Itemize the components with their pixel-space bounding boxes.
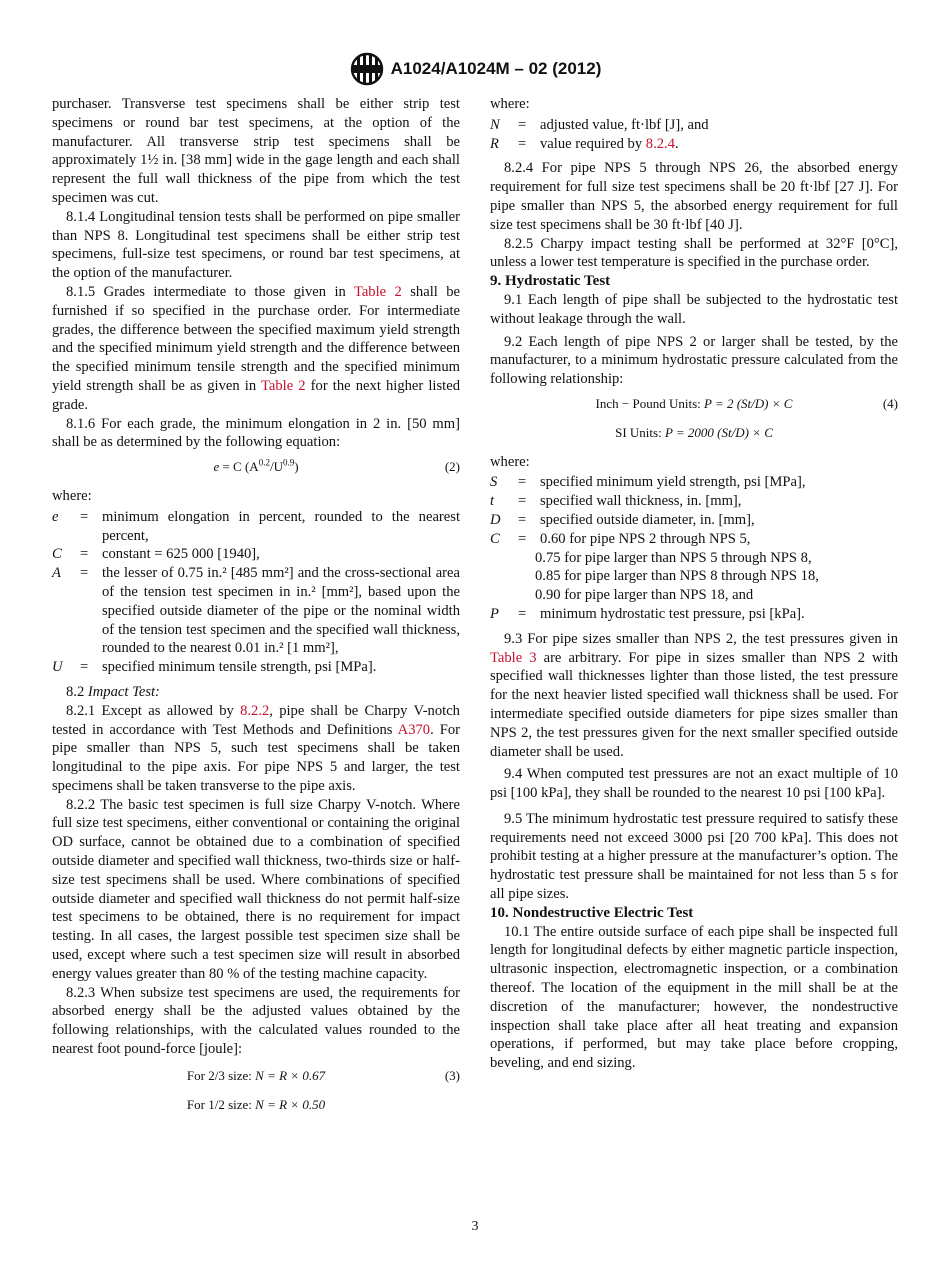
paragraph-9-4: 9.4 When computed test pressures are not an exact multiple of 10 psi [100 kPa], they shall be rounded to the nearest 10 psi [100 kPa]. xyxy=(490,766,898,802)
equation-3b: For 1/2 size: N = R × 0.50 xyxy=(186,1096,326,1112)
section-9-heading: 9. Hydrostatic Test xyxy=(490,273,611,290)
definition-continuation: 0.90 for pipe larger than NPS 18, and xyxy=(535,587,754,604)
section-8-2-4-link[interactable]: 8.2.4 xyxy=(645,135,675,152)
where-label: where: xyxy=(490,453,530,470)
paragraph-9-3: 9.3 For pipe sizes smaller than NPS 2, the test pressures given in Table 3 are arbitrary. For pipe in sizes smaller than NPS 2 with specified wall thicknesses lighter than those listed, the test pressure for the next heavier listed specified wall thickness shall be used. For intermediate specified outside diameters for pipe sizes smaller than NPS 2, the test pressures given for the next smaller specified outside diameter shall be used. xyxy=(490,630,898,760)
equation-4b: SI Units: P = 2000 (St/D) × C xyxy=(615,424,773,440)
table-3-link[interactable]: Table 3 xyxy=(490,649,537,666)
left-column xyxy=(52,95,460,1124)
paragraph-8-1-5: 8.1.5 Grades intermediate to those given in Table 2 shall be furnished if so specified in the purchase order. For intermediate grades, the difference between the specified maximum yield strength and the specified minimum yield strength and the difference between the specified minimum tensile strength and the specified minimum yield strength shall be as given in Table 2 for the next higher listed grade. xyxy=(52,283,460,413)
page-number: 3 xyxy=(471,1219,479,1234)
paragraph-8-1-4: 8.1.4 Longitudinal tension tests shall be performed on pipe smaller than NPS 8. Longitudinal test specimens shall be either strip test specimens, full-size test specimens, or round bar test specimens, at the option of the manufacturer. xyxy=(52,208,460,282)
definition-continuation: 0.75 for pipe larger than NPS 5 through NPS 8, xyxy=(535,549,812,566)
equation-4a: Inch − Pound Units: P = 2 (St/D) × C (4) xyxy=(490,395,898,414)
definition-item: C = 0.60 for pipe NPS 2 through NPS 5, xyxy=(490,530,751,547)
definition-list xyxy=(490,116,898,154)
paragraph-8-2-5: 8.2.5 Charpy impact testing shall be performed at 32°F [0°C], unless a lower test temperature is specified in the purchase order. xyxy=(490,235,898,271)
definition-continuation: 0.85 for pipe larger than NPS 8 through NPS 18, xyxy=(535,568,819,585)
astm-logo-icon xyxy=(349,52,385,86)
equation-number: (2) xyxy=(444,459,460,475)
paragraph-continued: purchaser. Transverse test specimens shall be either strip test specimens or round bar test specimens, at the option of the manufacturer. All transverse strip test specimens shall be approximately 1½ in. [38 mm] wide in the gage length and each shall represent the full wall thickness of the pipe from which the test specimen was cut. xyxy=(52,96,460,206)
page-header xyxy=(0,52,950,86)
paragraph-8-2-2: 8.2.2 The basic test specimen is full size Charpy V-notch. Where full size test specimens, either conventional or containing the original OD surface, cannot be obtained due to a combination of specified outside diameter and specified wall thickness, two-thirds size or half-size test specimens shall be used. Where combinations of specified outside diameter and specified wall thickness do not permit half-size test specimens to be obtained, there is no requirement for impact testing. In all cases, the largest possible test specimen size shall be used, except where such a test specimen size will result in absorbed energy values greater than 80 % of the testing machine capacity. xyxy=(52,796,460,982)
paragraph-9-1: 9.1 Each length of pipe shall be subjected to the hydrostatic test without leakage through the wall. xyxy=(490,291,898,327)
a370-link[interactable]: A370 xyxy=(397,721,431,738)
definition-list xyxy=(52,508,460,677)
definition-item: e = minimum elongation in percent, rounded to the nearest percent, xyxy=(52,508,460,544)
definition-item: S = specified minimum yield strength, psi [MPa], xyxy=(490,474,806,491)
table-2-link[interactable]: Table 2 xyxy=(353,283,402,300)
definition-item: U = specified minimum tensile strength, psi [MPa]. xyxy=(52,659,377,676)
paragraph-8-2-4: 8.2.4 For pipe NPS 5 through NPS 26, the absorbed energy requirement for full size test specimens shall be 20 ft·lbf [27 J]. For pipe smaller than NPS 5, the absorbed energy requirement for full size test specimens shall be 30 ft·lbf [40 J]. xyxy=(490,160,898,233)
definition-item: N = adjusted value, ft·lbf [J], and xyxy=(490,116,709,133)
paragraph-10-1: 10.1 The entire outside surface of each pipe shall be inspected full length for longitudinal defects by either magnetic particle inspection, ultrasonic inspection, electromagnetic inspection, or a combination thereof. The location of the equipment in the mill shall be at the discretion of the manufacturer; however, the nondestructive inspection shall take place after all heat treating and expansion operations, if performed, but may take place before cropping, beveling, and end sizing. xyxy=(490,923,898,1072)
section-8-2-2-link[interactable]: 8.2.2 xyxy=(240,702,270,719)
section-10-heading: 10. Nondestructive Electric Test xyxy=(490,904,694,921)
definition-item: C = constant = 625 000 [1940], xyxy=(52,546,260,563)
paragraph-9-2: 9.2 Each length of pipe NPS 2 or larger shall be tested, by the manufacturer, to a minimum hydrostatic pressure calculated from the following relationship: xyxy=(490,333,898,388)
definition-list xyxy=(490,473,898,623)
definition-item: R = value required by 8.2.4. xyxy=(490,135,679,152)
right-column xyxy=(490,95,898,1073)
section-8-2-heading: 8.2 Impact Test: xyxy=(66,683,160,700)
definition-item: t = specified wall thickness, in. [mm], xyxy=(490,493,742,510)
equation-3a: For 2/3 size: N = R × 0.67 (3) xyxy=(52,1067,460,1086)
definition-item: D = specified outside diameter, in. [mm], xyxy=(490,511,755,528)
where-label: where: xyxy=(52,487,92,504)
definition-item: A = the lesser of 0.75 in.² [485 mm²] and the cross-sectional area of the tension test specimen in in.² [mm²], based upon the specified outside diameter of the pipe or the nominal width of the tension test specimen and the specified wall thickness, rounded to the nearest 0.01 in.² [1 mm²], xyxy=(52,565,460,657)
equation-number: (4) xyxy=(882,395,898,411)
paragraph-9-5: 9.5 The minimum hydrostatic test pressure required to satisfy these requirements need not exceed 3000 psi [20 700 kPa]. This does not prohibit testing at a higher pressure at the manufacturer’s option. The hydrostatic test pressure shall be maintained for not less than 5 s for all pipe sizes. xyxy=(490,810,898,903)
paragraph-8-1-6: 8.1.6 For each grade, the minimum elongation in 2 in. [50 mm] shall be as determined by the following equation: xyxy=(52,415,460,451)
where-label: where: xyxy=(490,96,530,112)
paragraph-8-2-1: 8.2.1 Except as allowed by 8.2.2, pipe shall be Charpy V-notch tested in accordance with Test Methods and Definitions A370. For pipe smaller than NPS 5, such test specimens shall be taken longitudinal to the pipe axis. For pipe NPS 5 and larger, the test specimens shall be taken transverse to the pipe axis. xyxy=(52,702,460,794)
paragraph-8-2-3: 8.2.3 When subsize test specimens are used, the requirements for absorbed energy shall be the adjusted values obtained by the following relationships, with the calculated values rounded to the nearest foot pound-force [joule]: xyxy=(52,984,460,1058)
definition-item: P = minimum hydrostatic test pressure, psi [kPa]. xyxy=(490,605,805,622)
standard-designation: A1024/A1024M – 02 (2012) xyxy=(390,59,602,78)
equation-2: e = C $(A^{0.2}/U^{0.9})$ (2) xyxy=(52,458,460,477)
table-2-link[interactable]: Table 2 xyxy=(260,377,306,394)
equation-number: (3) xyxy=(444,1067,460,1083)
